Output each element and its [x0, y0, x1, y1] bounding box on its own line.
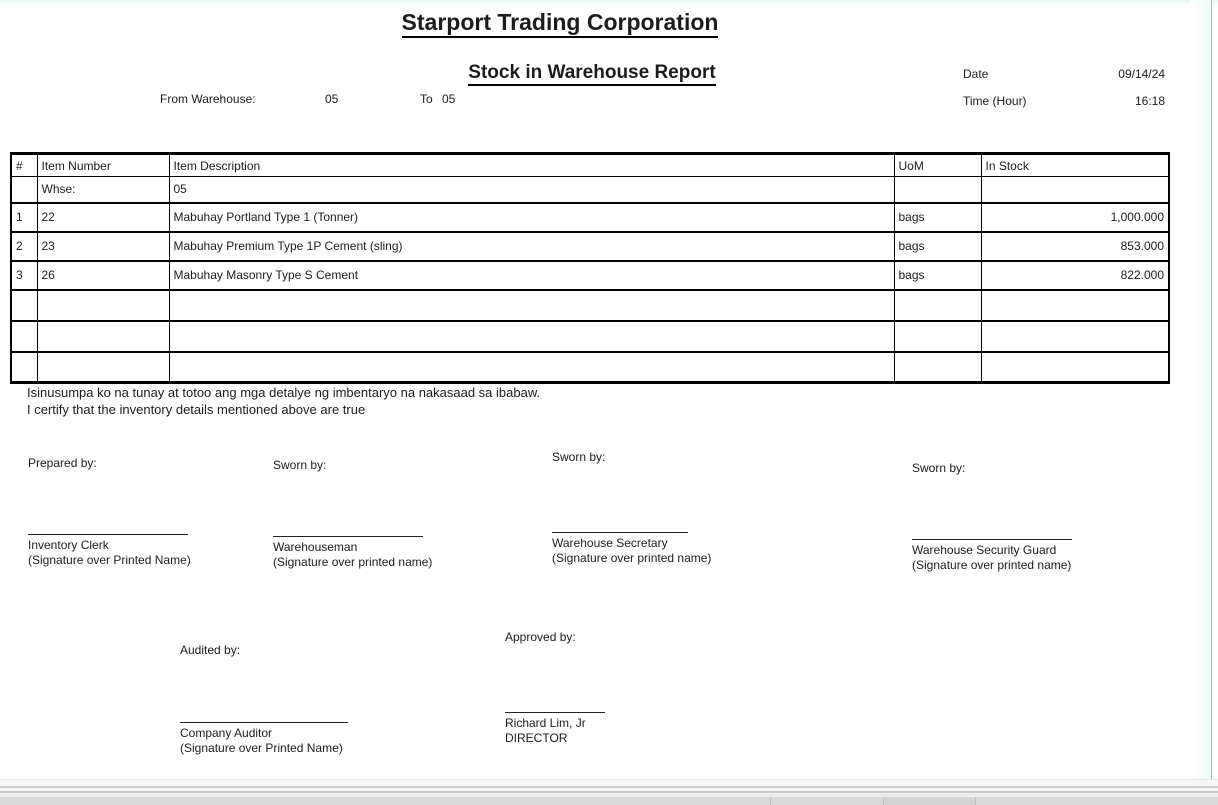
warehouseman-signature-block — [273, 536, 503, 570]
date-label: Date — [963, 67, 989, 81]
row-description: Mabuhay Portland Type 1 (Tonner) — [169, 203, 894, 232]
col-header-description: Item Description — [169, 154, 894, 177]
signature-note: (Signature over printed name) — [552, 551, 712, 565]
stock-table — [10, 152, 1170, 384]
to-warehouse-label: To — [420, 92, 433, 106]
prepared-by-signature-block — [28, 534, 258, 568]
col-header-num: # — [11, 154, 37, 177]
report-title: Stock in Warehouse Report — [0, 62, 1184, 84]
signature-role: Company Auditor — [180, 726, 273, 740]
page-right-border — [1211, 0, 1212, 805]
table-header-row — [11, 154, 1169, 177]
row-num: 2 — [11, 232, 37, 261]
time-label: Time (Hour) — [963, 94, 1027, 108]
row-item-number: 23 — [37, 232, 169, 261]
table-row — [11, 203, 1169, 232]
signature-role: Warehouseman — [273, 540, 358, 554]
director-signature-block — [505, 712, 705, 746]
signature-line — [273, 536, 423, 537]
signature-line — [912, 539, 1072, 540]
approved-by-heading: Approved by: — [505, 630, 576, 644]
table-empty-row — [11, 352, 1169, 383]
signature-role: Warehouse Secretary — [552, 536, 668, 550]
signature-note: (Signature over printed name) — [273, 555, 433, 569]
row-description: Mabuhay Masonry Type S Cement — [169, 261, 894, 290]
group-value: 05 — [169, 177, 894, 203]
row-item-number: 26 — [37, 261, 169, 290]
page-top-edge — [0, 0, 1218, 5]
col-header-item-number: Item Number — [37, 154, 169, 177]
scrollbar-segment[interactable] — [884, 797, 975, 805]
time-value: 16:18 — [1134, 94, 1165, 108]
signature-role: Warehouse Security Guard — [912, 543, 1057, 557]
scrollbar-divider — [770, 797, 771, 805]
sworn-by-heading: Sworn by: — [552, 450, 606, 464]
col-header-in-stock: In Stock — [981, 154, 1169, 177]
table-row — [11, 261, 1169, 290]
signature-line — [180, 722, 348, 723]
signature-line — [552, 532, 688, 533]
company-title: Starport Trading Corporation — [0, 9, 1120, 36]
security-guard-signature-block — [912, 539, 1152, 573]
certification-line-english: I certify that the inventory details mentioned above are true — [27, 402, 366, 417]
company-auditor-signature-block — [180, 722, 420, 756]
table-empty-row — [11, 321, 1169, 352]
warehouse-secretary-signature-block — [552, 532, 782, 566]
from-warehouse-label: From Warehouse: — [160, 92, 256, 106]
date-value: 09/14/24 — [1118, 67, 1165, 81]
certification-line-tagalog: Isinusumpa ko na tunay at totoo ang mga detalye ng imbentaryo na nakasaad sa ibabaw. — [27, 385, 541, 400]
signature-line — [28, 534, 188, 535]
signature-line — [505, 712, 605, 713]
signature-name: Richard Lim, Jr — [505, 716, 586, 730]
signature-role: Inventory Clerk — [28, 538, 109, 552]
signature-note: (Signature over printed name) — [912, 558, 1072, 572]
row-item-number: 22 — [37, 203, 169, 232]
audited-by-heading: Audited by: — [180, 643, 241, 657]
signature-note: (Signature over Printed Name) — [28, 553, 191, 567]
page-right-edge — [1190, 0, 1211, 805]
row-num: 3 — [11, 261, 37, 290]
signature-note: (Signature over Printed Name) — [180, 741, 343, 755]
signature-role: DIRECTOR — [505, 731, 568, 745]
scrollbar-divider — [975, 797, 976, 805]
row-uom: bags — [894, 232, 981, 261]
prepared-by-heading: Prepared by: — [28, 456, 97, 470]
row-num: 1 — [11, 203, 37, 232]
row-uom: bags — [894, 203, 981, 232]
warehouse-group-row — [11, 177, 1169, 203]
col-header-uom: UoM — [894, 154, 981, 177]
from-warehouse-value: 05 — [325, 92, 339, 106]
to-warehouse-value: 05 — [442, 92, 456, 106]
sworn-by-heading: Sworn by: — [912, 461, 966, 475]
table-row — [11, 232, 1169, 261]
row-description: Mabuhay Premium Type 1P Cement (sling) — [169, 232, 894, 261]
row-in-stock: 822.000 — [981, 261, 1169, 290]
sworn-by-heading: Sworn by: — [273, 458, 327, 472]
horizontal-scrollbar[interactable] — [0, 797, 1218, 805]
row-in-stock: 1,000.000 — [981, 203, 1169, 232]
row-in-stock: 853.000 — [981, 232, 1169, 261]
table-empty-row — [11, 290, 1169, 321]
group-label: Whse: — [37, 177, 169, 203]
scrollbar-divider — [883, 797, 884, 805]
row-uom: bags — [894, 261, 981, 290]
